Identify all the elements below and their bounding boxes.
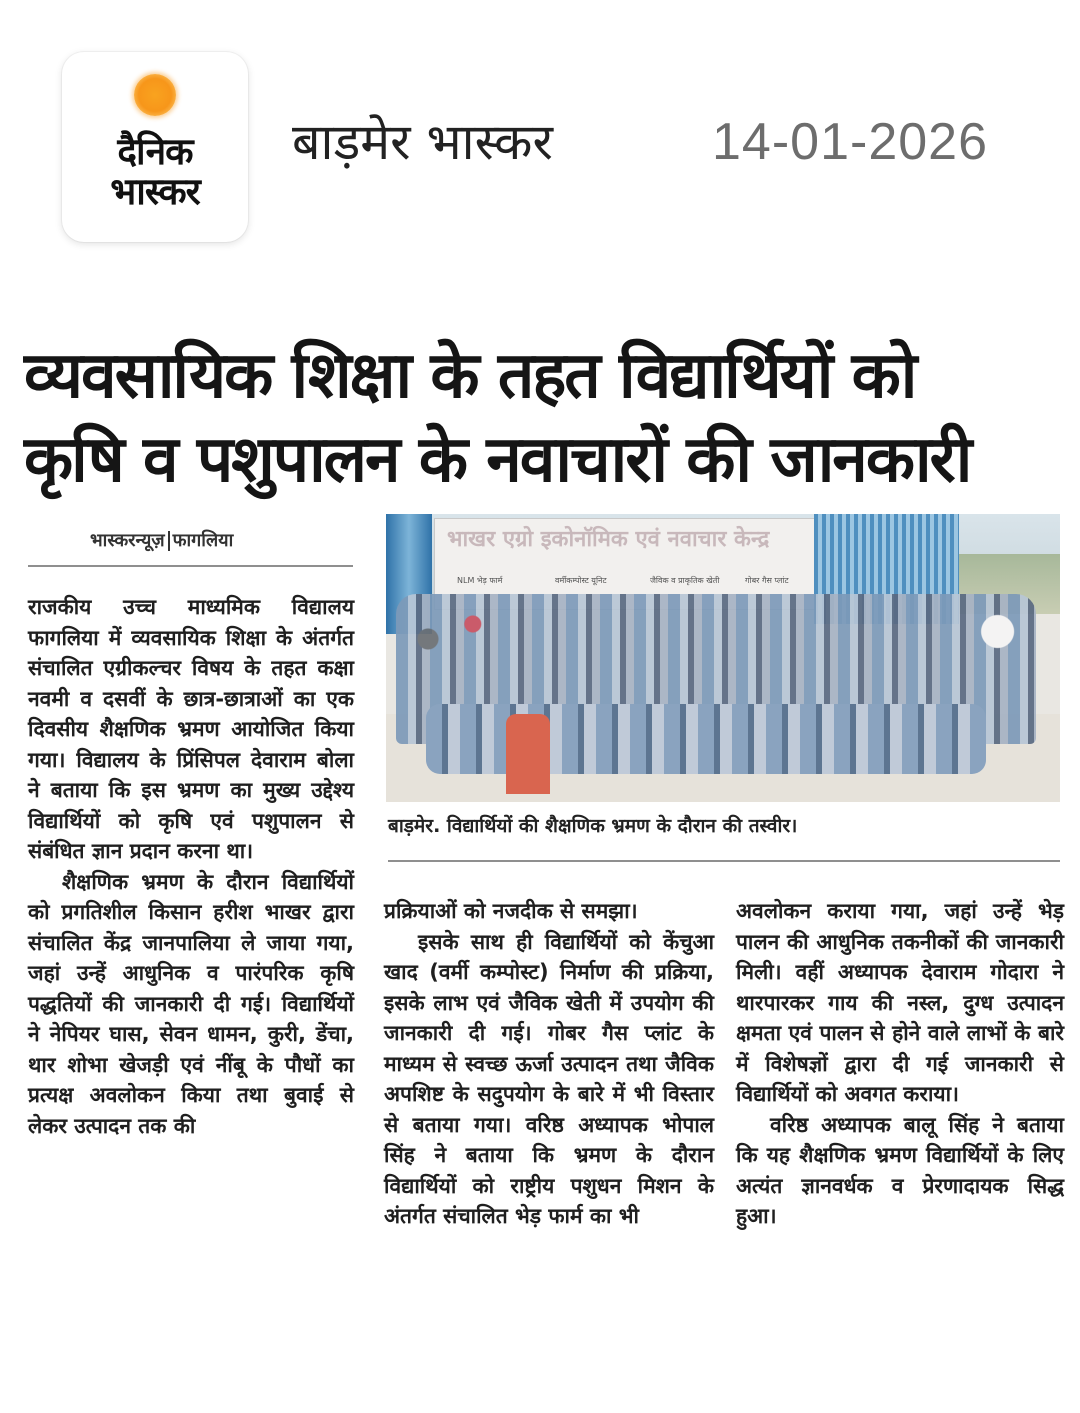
byline-place: फागलिया <box>172 530 234 551</box>
byline-divider <box>28 565 353 567</box>
logo-text-line2: भास्कर <box>110 170 200 213</box>
edition-date: 14-01-2026 <box>712 113 988 171</box>
column-2-paragraph-2: इसके साथ ही विद्यार्थियों को केंचुआ खाद (वर्मी कम्पोस्ट) निर्माण की प्रक्रिया, इसके लाभ एवं जैविक खेती में उपयोग की जानकारी दी गई। गोबर गैस प्लांट के माध्यम से स्वच्छ ऊर्जा उत्पादन तथा जैविक अपशिष्ट के सदुपयोग के बारे में भी विस्तार से बताया गया। वरिष्ठ अध्यापक भोपाल सिंह ने बताया कि भ्रमण के दौरान विद्यार्थियों को राष्ट्रीय पशुधन मिशन के अंतर्गत संचालित भेड़ फार्म का भी <box>384 929 714 1228</box>
article-headline <box>24 334 1064 502</box>
article-column-1 <box>28 592 354 1141</box>
logo-text-line1: दैनिक <box>117 130 193 173</box>
column-3-paragraph-1: अवलोकन कराया गया, जहां उन्हें भेड़ पालन की आधुनिक तकनीकों की जानकारी मिली। वहीं अध्यापक देवाराम गोदारा ने थारपारकर गाय की नस्ल, दुग्ध उत्पादन क्षमता एवं पालन से होने वाले लाभों के बारे में विशेषज्ञों द्वारा दी गई जानकारी से विद्यार्थियों को अवगत कराया। <box>736 899 1064 1106</box>
byline <box>90 528 233 552</box>
byline-separator <box>168 531 170 551</box>
photo-banner: भाखर एग्रो इकोनॉमिक एवं नवाचार केन्द्र NLM भेड़ फार्म वर्मीकम्पोस्ट यूनिट जैविक व प्राकृतिक खेती गोबर गैस प्लांट <box>434 518 816 610</box>
column-1-paragraph-1: राजकीय उच्च माध्यमिक विद्यालय फागलिया में व्यवसायिक शिक्षा के अंतर्गत संचालित एग्रीकल्चर विषय के तहत कक्षा नवमी व दसवीं के छात्र-छात्राओं का एक दिवसीय शैक्षणिक भ्रमण आयोजित किया गया। विद्यालय के प्रिंसिपल देवाराम बोला ने बताया कि इस भ्रमण का मुख्य उद्देश्य विद्यार्थियों को कृषि एवं पशुपालन से संबंधित ज्ञान प्रदान करना था। <box>28 595 354 863</box>
column-3-paragraph-2: वरिष्ठ अध्यापक बालू सिंह ने बताया कि यह शैक्षणिक भ्रमण विद्यार्थियों के लिए अत्यंत ज्ञानवर्धक व प्रेरणादायक सिद्ध हुआ। <box>736 1112 1064 1228</box>
headline-line-1: व्यवसायिक शिक्षा के तहत विद्यार्थियों को <box>24 339 916 413</box>
article-photo <box>386 514 1060 802</box>
headline-line-2: कृषि व पशुपालन के नवाचारों की जानकारी <box>24 423 971 497</box>
byline-source: भास्करन्यूज़ <box>90 530 165 551</box>
article-column-2 <box>384 896 714 1232</box>
photo-caption: बाड़मेर. विद्यार्थियों की शैक्षणिक भ्रमण के दौरान की तस्वीर। <box>388 815 798 837</box>
newspaper-logo <box>62 52 248 242</box>
article-column-3 <box>736 896 1064 1232</box>
column-2-paragraph-1: प्रक्रियाओं को नजदीक से समझा। <box>384 899 638 923</box>
column-1-paragraph-2: शैक्षणिक भ्रमण के दौरान विद्यार्थियों को प्रगतिशील किसान हरीश भाखर द्वारा संचालित केंद्र जानपालिया ले जाया गया, जहां उन्हें आधुनिक व पारंपरिक कृषि पद्धतियों की जानकारी दी गई। विद्यार्थियों ने नेपियर घास, सेवन धामन, कुरी, डेंचा, थार शोभा खेजड़ी एवं नींबू के पौधों का प्रत्यक्ष अवलोकन किया तथा बुवाई से लेकर उत्पादन तक की <box>28 869 354 1138</box>
caption-divider <box>388 860 1060 862</box>
sun-icon <box>134 74 176 116</box>
edition-name: बाड़मेर भास्कर <box>292 113 553 171</box>
